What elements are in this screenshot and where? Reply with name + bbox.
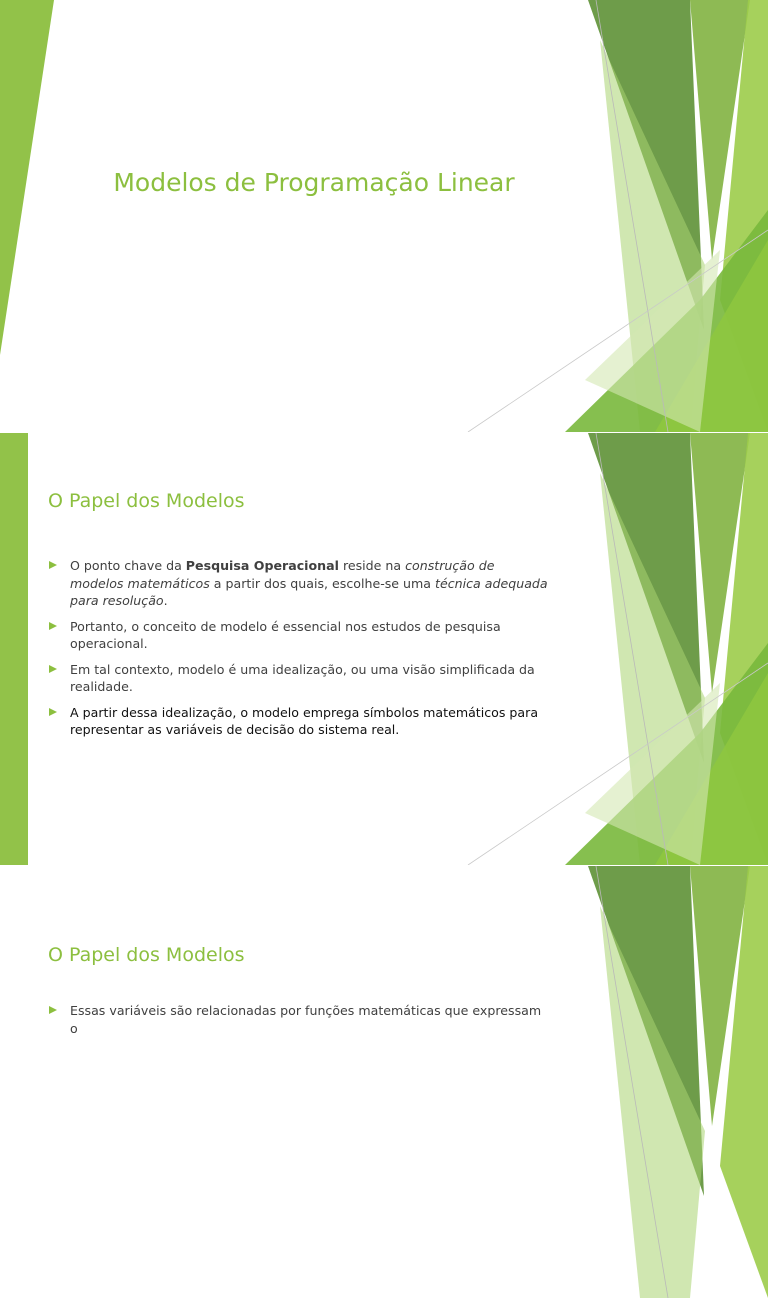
bullet-list <box>48 557 548 747</box>
bullet-arrow-icon <box>49 561 57 569</box>
bullet-arrow-icon <box>49 665 57 673</box>
slide-content-2 <box>0 866 768 1298</box>
slide-heading: O Papel dos Modelos <box>48 490 245 512</box>
slide-heading: O Papel dos Modelos <box>48 944 245 966</box>
slide-content-1 <box>0 433 768 865</box>
facet-decoration <box>0 866 768 1298</box>
bullet-item: O ponto chave da Pesquisa Operacional reside na construção de modelos matemáticos a partir dos quais, escolhe-se uma técnica adequada para resolução. <box>48 557 548 610</box>
bullet-item: Essas variáveis são relacionadas por funções matemáticas que expressam o <box>48 1002 548 1037</box>
bullet-arrow-icon <box>49 708 57 716</box>
bullet-arrow-icon <box>49 622 57 630</box>
facet-decoration <box>0 0 768 432</box>
bullet-item: Portanto, o conceito de modelo é essencial nos estudos de pesquisa operacional. <box>48 618 548 653</box>
slide-title <box>0 0 768 432</box>
bullet-item: Em tal contexto, modelo é uma idealização, ou uma visão simplificada da realidade. <box>48 661 548 696</box>
presentation-title: Modelos de Programação Linear <box>113 168 515 197</box>
bullet-arrow-icon <box>49 1006 57 1014</box>
bullet-item: A partir dessa idealização, o modelo emprega símbolos matemáticos para representar as variáveis de decisão do sistema real. <box>48 704 548 739</box>
